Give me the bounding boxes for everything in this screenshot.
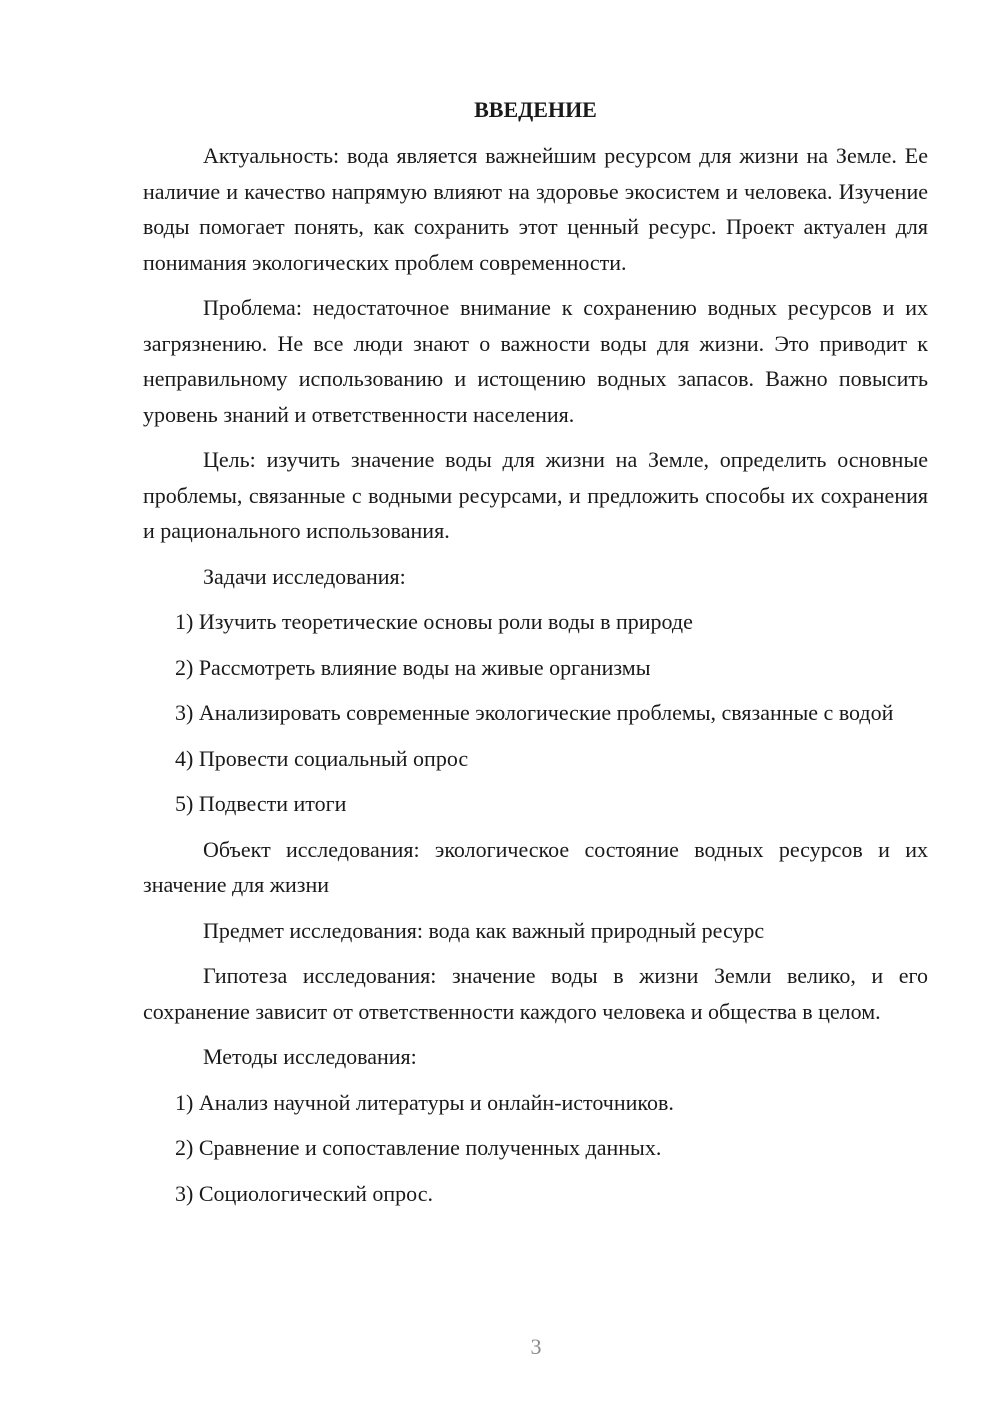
- tasks-list: [143, 604, 928, 822]
- problem-paragraph: Проблема: недостаточное внимание к сохранению водных ресурсов и их загрязнению. Не все люди знают о важности воды для жизни. Это приводит к неправильному использованию и истощению водных запасов. Важно повысить уровень знаний и ответственности населения.: [143, 295, 928, 427]
- subject-paragraph: Предмет исследования: вода как важный природный ресурс: [203, 917, 765, 943]
- tasks-heading: Задачи исследования:: [203, 563, 406, 589]
- document-page: [143, 92, 928, 1221]
- list-item: 3) Социологический опрос.: [175, 1180, 433, 1206]
- methods-list: [143, 1085, 928, 1212]
- methods-heading: Методы исследования:: [203, 1044, 417, 1069]
- list-item: 2) Рассмотреть влияние воды на живые организмы: [175, 654, 651, 680]
- object-paragraph: Объект исследования: экологическое состояние водных ресурсов и их значение для жизни: [143, 836, 928, 897]
- list-item: 4) Провести социальный опрос: [175, 745, 469, 771]
- relevance-paragraph: Актуальность: вода является важнейшим ресурсом для жизни на Земле. Ее наличие и качество напрямую влияют на здоровье экосистем и человека. Изучение воды помогает понять, как сохранить этот ценный ресурс. Проект актуален для понимания экологических проблем современности.: [143, 143, 928, 275]
- goal-paragraph: Цель: изучить значение воды для жизни на Земле, определить основные проблемы, связанные с водными ресурсами, и предложить способы их сохранения и рационального использования.: [143, 447, 928, 543]
- list-item: 5) Подвести итоги: [175, 791, 347, 816]
- list-item: 3) Анализировать современные экологические проблемы, связанные с водой: [175, 700, 894, 725]
- list-item: 1) Изучить теоретические основы роли воды в природе: [175, 609, 693, 634]
- list-item: 1) Анализ научной литературы и онлайн-источников.: [175, 1089, 674, 1115]
- page-title: ВВЕДЕНИЕ: [474, 97, 597, 122]
- page-number: 3: [530, 1334, 542, 1359]
- hypothesis-paragraph: Гипотеза исследования: значение воды в жизни Земли велико, и его сохранение зависит от ответственности каждого человека и общества в целом.: [143, 963, 928, 1024]
- list-item: 2) Сравнение и сопоставление полученных данных.: [175, 1135, 662, 1160]
